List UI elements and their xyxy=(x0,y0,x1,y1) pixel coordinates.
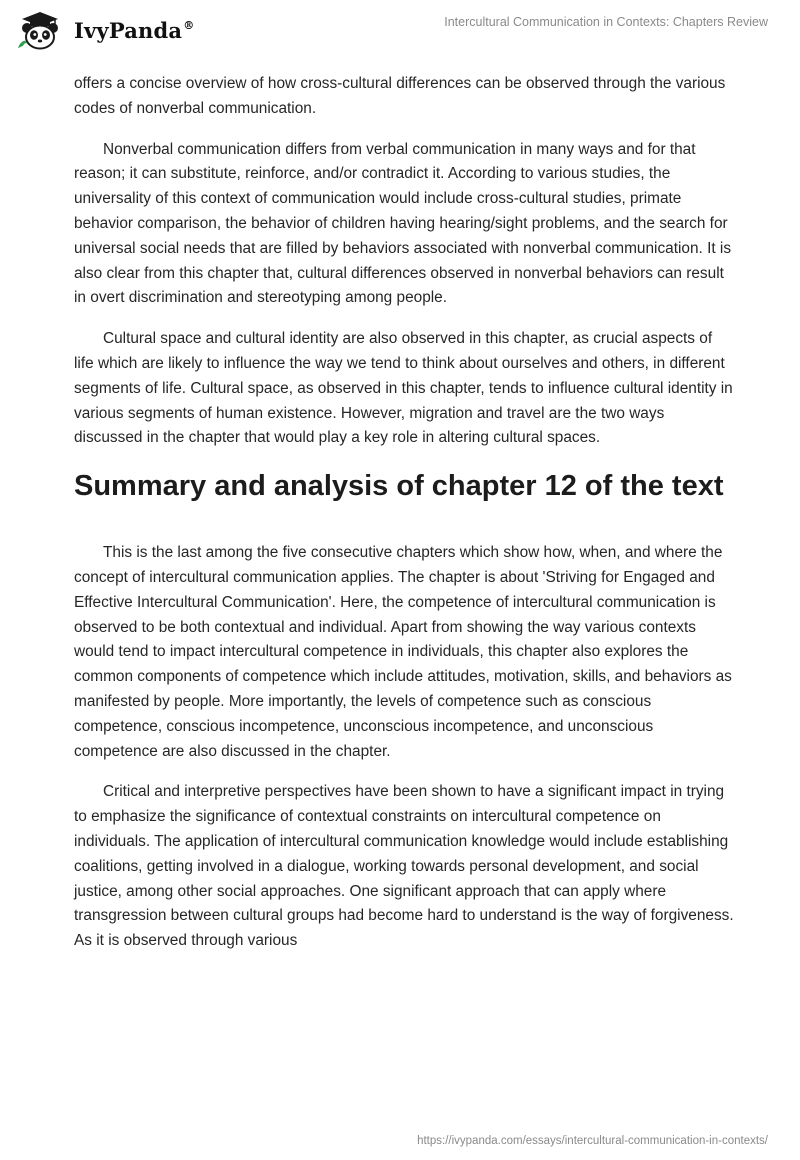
document-title: Intercultural Communication in Contexts: Chapters Review xyxy=(444,15,768,29)
page-header xyxy=(0,0,800,70)
paragraph: Nonverbal communication differs from verbal communication in many ways and for that reason; it can substitute, reinforce, and/or contradict it. According to various studies, the universality of this context of communication would include cross-cultural studies, primate behavior comparison, the behavior of children having hearing/sight problems, and the search for universal social needs that are filled by behaviors associated with nonverbal communication. It is also clear from this chapter that, cultural differences observed in nonverbal behaviors can result in overt discrimination and stereotyping among people. xyxy=(74,140,732,307)
ivypanda-logo[interactable] xyxy=(14,10,194,50)
registered-mark: ® xyxy=(183,18,195,32)
paragraph: offers a concise overview of how cross-cultural differences can be observed through the various codes of nonverbal communication. xyxy=(74,75,726,117)
brand-text: IvyPanda xyxy=(74,17,183,43)
brand-name xyxy=(74,18,194,43)
paragraph: Cultural space and cultural identity are also observed in this chapter, as crucial aspects of life which are likely to influence the way we tend to think about ourselves and others, in different segments of life. Cultural space, as observed in this chapter, tends to influence cultural identity in various segments of human existence. However, migration and travel are the two ways discussed in the chapter that would play a key role in altering cultural spaces. xyxy=(74,330,733,447)
paragraph: This is the last among the five consecutive chapters which show how, when, and where the concept of intercultural communication applies. The chapter is about 'Striving for Engaged and Effective Intercultural Communication'. Here, the competence of intercultural communication is observed to be both contextual and individual. Apart from showing the way various contexts would tend to impact intercultural competence in individuals, this chapter also explores the common components of competence which include attitudes, motivation, skills, and behaviors as manifested by people. More importantly, the levels of competence such as conscious competence, conscious incompetence, unconscious incompetence, and unconscious competence are also discussed in the chapter. xyxy=(74,544,732,760)
panda-graduate-icon xyxy=(14,10,66,50)
paragraph: Critical and interpretive perspectives have been shown to have a significant impact in trying to emphasize the significance of contextual constraints on intercultural competence on individuals. The application of intercultural communication knowledge would include establishing coalitions, getting involved in a dialogue, working towards personal development, and social justice, among other social approaches. One significant approach that can apply where transgression between cultural groups had become hard to understand is the way of forgiveness. As it is observed through various xyxy=(74,783,734,950)
source-url[interactable]: https://ivypanda.com/essays/intercultural-communication-in-contexts/ xyxy=(417,1135,768,1147)
section-heading: Summary and analysis of chapter 12 of the text xyxy=(74,470,724,503)
article-body xyxy=(74,72,734,970)
